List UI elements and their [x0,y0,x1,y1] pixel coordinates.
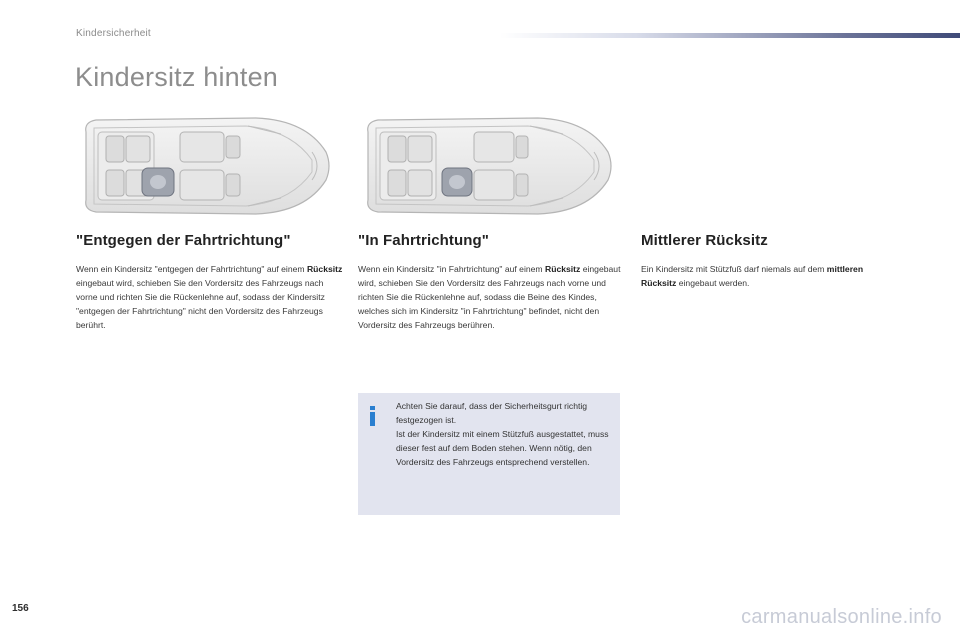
section-label: Kindersicherheit [76,28,151,39]
column-middle-rear-seat [641,232,891,290]
column-text-rear-facing: Wenn ein Kindersitz "entgegen der Fahrtrichtung" auf einem Rücksitz eingebaut wird, schieben Sie den Vordersitz des Fahrzeugs nach vorne und richten Sie die Rückenlehne auf, sodass der Kindersitz "entgegen der Fahrtrichtung" nicht den Vordersitz des Fahrzeugs berührt. [76,264,343,331]
column-title-middle-rear-seat: Mittlerer Rücksitz [641,232,768,249]
page-number: 156 [12,603,29,614]
watermark: carmanualsonline.info [741,606,942,628]
car-top-view-rear-facing-seat-icon [76,112,336,220]
header-gradient-rule [500,33,960,38]
column-text-forward-facing: Wenn ein Kindersitz "in Fahrtrichtung" auf einem Rücksitz eingebaut wird, schieben Sie den Vordersitz des Fahrzeugs nach vorne und richten Sie die Rückenlehne auf, sodass die Beine des Kindes, welches sich im Kindersitz "in Fahrtrichtung" befindet, nicht den Vordersitz des Fahrzeugs berühren. [358,264,621,331]
info-box-text [396,400,616,470]
page-title: Kindersitz hinten [75,62,279,92]
info-icon [368,406,378,426]
column-title-forward-facing: "In Fahrtrichtung" [358,232,490,249]
column-forward-facing [358,232,626,332]
info-line: Achten Sie darauf, dass der Sicherheitsgurt richtig festgezogen ist. [396,401,588,425]
info-box [358,393,620,515]
column-text-middle-rear-seat: Ein Kindersitz mit Stützfuß darf niemals auf dem mittleren Rücksitz eingebaut werden. [641,264,864,289]
car-top-view-forward-facing-seat-icon [358,112,618,220]
info-line: Ist der Kindersitz mit einem Stützfuß ausgestattet, muss dieser fest auf dem Boden stehen. Wenn nötig, den Vordersitz des Fahrzeugs entsprechend verstellen. [396,428,609,467]
column-rear-facing [76,232,344,332]
column-title-rear-facing: "Entgegen der Fahrtrichtung" [76,232,291,249]
